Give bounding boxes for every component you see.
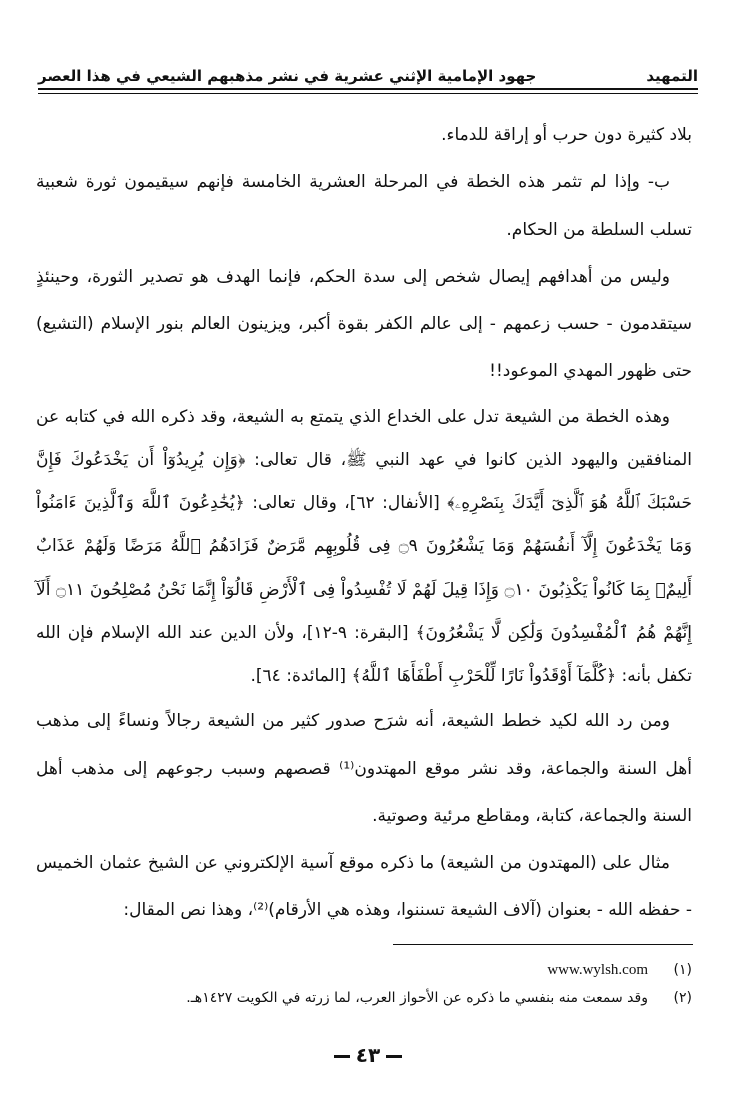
paragraph-5: ومن رد الله لكيد خطط الشيعة، أنه شرَح صدور كثير من الشيعة رجالاً ونساءً إلى مذهب أهل السنة والجماعة، وقد نشر موقع المهتدون⁽¹⁾ قصصهم وسبب رجوعهم إلى مذهب أهل السنة والجماعة، كتابة، ومقاطع مرئية وصوتية. [36,711,692,826]
paragraph-1: بلاد كثيرة دون حرب أو إراقة للدماء. [441,125,692,145]
footnote-1 [40,956,692,984]
page-body [36,112,692,934]
header-rule-thin [38,93,698,94]
running-header [38,58,698,86]
footnote-link[interactable]: www.wylsh.com [547,962,648,978]
page-number-dash-left [334,1055,350,1058]
footnotes [40,956,692,1012]
paragraph-3: وليس من أهدافهم إيصال شخص إلى سدة الحكم، فإنما الهدف هو تصدير الثورة، وحينئذٍ سيتقدمون - حسب زعمهم - إلى عالم الكفر بقوة أكبر، ويزينون العالم بنور الإسلام (التشيع) حتى ظهور المهدي الموعود!! [36,266,692,382]
header-rule [38,88,698,90]
page-number [0,1043,736,1067]
footnote-number: (١) [673,962,692,978]
page-number-dash-right [386,1055,402,1058]
footnote-number: (٢) [673,990,692,1006]
page-number-value: ٤٣ [355,1043,381,1067]
footnote-text: وقد سمعت منه بنفسي ما ذكره عن الأحواز العرب، لما زرته في الكويت ١٤٢٧هـ. [186,990,648,1006]
footnote-2 [40,984,692,1012]
footnote-separator [393,944,693,945]
paragraph-2: ب- وإذا لم تثمر هذه الخطة في المرحلة العشرية الخامسة فإنهم سيقيمون ثورة شعبية تسلب السلطة من الحكام. [36,172,692,240]
header-title: جهود الإمامية الإثني عشرية في نشر مذهبهم الشيعي في هذا العصر [38,67,537,85]
header-section: التمهيد [646,67,698,85]
paragraph-4: وهذه الخطة من الشيعة تدل على الخداع الذي يتمتع به الشيعة، وقد ذكره الله في كتابه عن المنافقين واليهود الذين كانوا في عهد النبي ﷺ، قال تعالى: ﴿وَإِن يُرِيدُوٓاْ أَن يَخْدَعُوكَ فَإِنَّ حَسْبَكَ ٱللَّهُ هُوَ ٱلَّذِىٓ أَيَّدَكَ بِنَصْرِهِۦ﴾ [الأنفال: ٦٢]، وقال تعالى: ﴿يُخَٰدِعُونَ ٱللَّهَ وَٱلَّذِينَ ءَامَنُواْ وَمَا يَخْدَعُونَ إِلَّآ أَنفُسَهُمْ وَمَا يَشْعُرُونَ ۝٩ فِى قُلُوبِهِم مَّرَضٌ فَزَادَهُمُ ٱللَّهُ مَرَضًا وَلَهُمْ عَذَابٌ أَلِيمٌۢ بِمَا كَانُواْ يَكْذِبُونَ ۝١٠ وَإِذَا قِيلَ لَهُمْ لَا تُفْسِدُواْ فِى ٱلْأَرْضِ قَالُوٓاْ إِنَّمَا نَحْنُ مُصْلِحُونَ ۝١١ أَلَآ إِنَّهُمْ هُمُ ٱلْمُفْسِدُونَ وَلَٰكِن لَّا يَشْعُرُونَ﴾ [البقرة: ٩-١٢]، ولأن الدين عند الله الإسلام فإن الله تكفل بأنه: ﴿كُلَّمَآ أَوْقَدُواْ نَارًا لِّلْحَرْبِ أَطْفَأَهَا ٱللَّهُ﴾ [المائدة: ٦٤]. [36,406,693,686]
paragraph-6: مثال على (المهتدون من الشيعة) ما ذكره موقع آسية الإلكتروني عن الشيخ عثمان الخميس - حفظه الله - بعنوان (آلاف الشيعة تسننوا، وهذه هي الأرقام)⁽²⁾، وهذا نص المقال: [36,853,692,921]
